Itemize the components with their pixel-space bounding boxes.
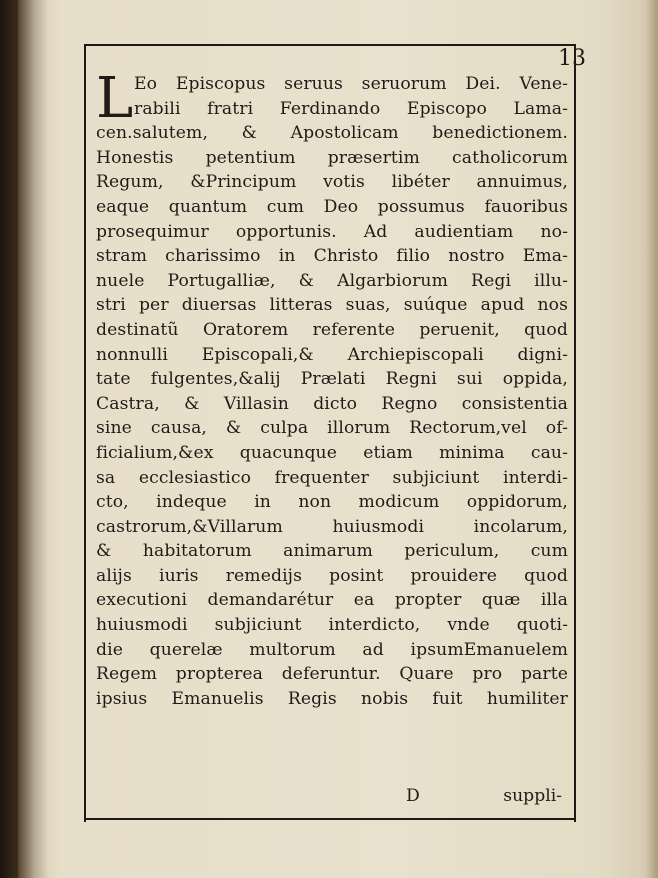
text-line: huiusmodi subjiciunt interdicto, vnde quoti- [96, 615, 568, 636]
text-line: Castra, & Villasin dicto Regno consistentia [96, 393, 568, 414]
text-line: alijs iuris remedijs posint prouidere quod [96, 565, 568, 586]
catchword: suppli- [503, 786, 562, 806]
text-line: prosequimur opportunis. Ad audientiam no- [96, 221, 568, 242]
text-line: stram charissimo in Christo filio nostro Ema- [96, 246, 568, 267]
text-line: die querelæ multorum ad ipsumEmanuelem [96, 639, 568, 660]
text-line: tate fulgentes,&alij Prælati Regni sui oppida, [96, 369, 568, 390]
body-text [96, 66, 568, 711]
text-line: rabili fratri Ferdinando Episcopo Lama- [134, 98, 568, 119]
drop-cap: L [96, 66, 134, 131]
book-gutter [0, 0, 18, 878]
page-edge [646, 0, 658, 878]
text-line: sa ecclesiastico frequenter subjiciunt interdi- [96, 467, 568, 488]
text-line: Honestis petentium præsertim catholicorum [96, 147, 568, 168]
text-line: Eo Episcopus seruus seruorum Dei. Vene- [134, 74, 568, 94]
text-line: castrorum,&Villarum huiusmodi incolarum, [96, 516, 568, 537]
text-line: nuele Portugalliæ, & Algarbiorum Regi illu- [96, 270, 568, 291]
text-line: & habitatorum animarum periculum, cum [96, 541, 568, 562]
text-frame-bottom-rule [84, 818, 576, 820]
text-line: cto, indeque in non modicum oppidorum, [96, 492, 568, 513]
text-line: stri per diuersas litteras suas, suúque apud nos [96, 295, 568, 316]
text-line: sine causa, & culpa illorum Rectorum,vel of- [96, 418, 568, 439]
text-line: Regem propterea deferuntur. Quare pro parte [96, 664, 568, 685]
gutter-shadow [18, 0, 48, 878]
page-number: 13 [558, 46, 586, 71]
signature-mark: D [406, 786, 420, 806]
text-line: Regum, &Principum votis libéter annuimus, [96, 172, 568, 193]
text-line: executioni demandarétur ea propter quæ illa [96, 590, 568, 611]
text-line: cen.salutem, & Apostolicam benedictionem. [96, 123, 568, 144]
text-line: nonnulli Episcopali,& Archiepiscopali digni- [96, 344, 568, 365]
text-line: ipsius Emanuelis Regis nobis fuit humiliter [96, 688, 568, 709]
text-line: eaque quantum cum Deo possumus fauoribus [96, 196, 568, 217]
text-line: destinatũ Oratorem referente peruenit, quod [96, 319, 568, 340]
text-line: ficialium,&ex quacunque etiam minima cau- [96, 442, 568, 463]
page-footer-line [96, 786, 568, 812]
